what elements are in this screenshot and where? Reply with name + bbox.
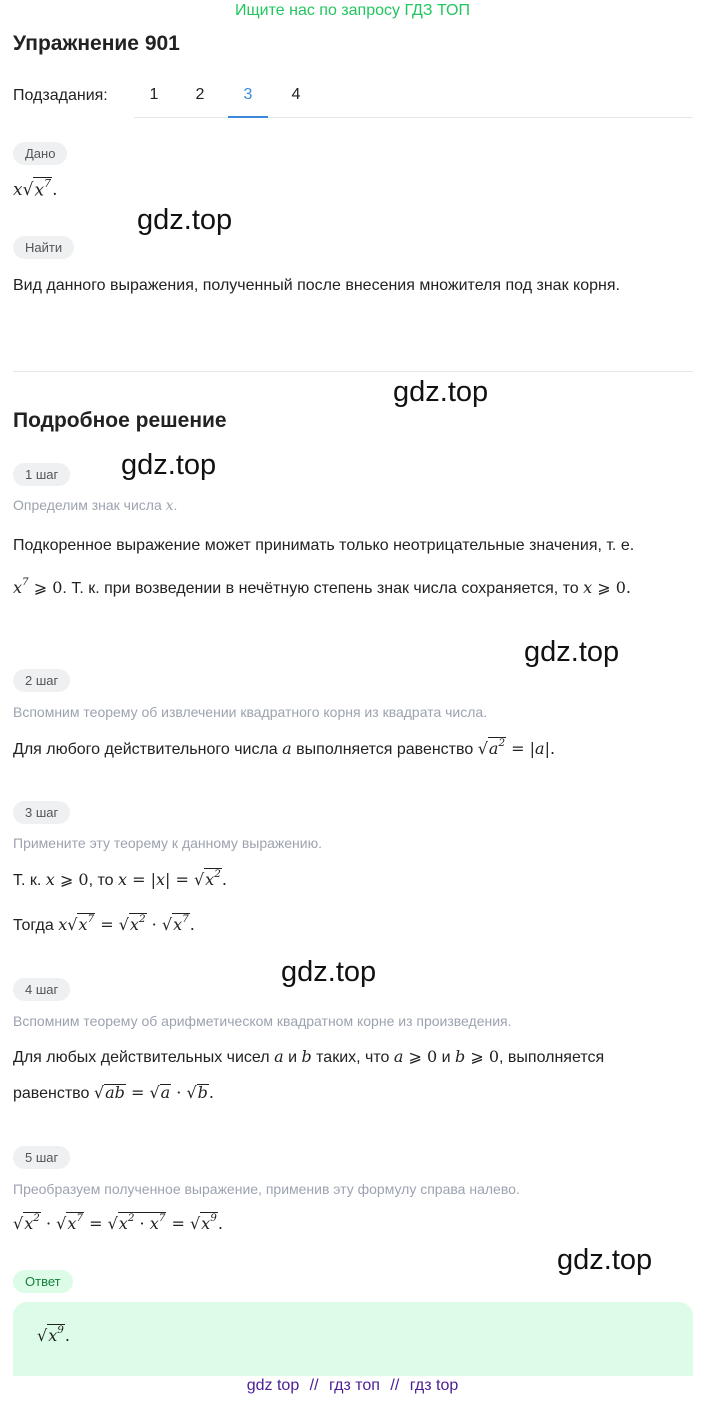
given-expression: $x√x^7$.: [13, 176, 58, 200]
footer-link-1[interactable]: gdz top: [246, 1377, 300, 1394]
answer-expression: $√x^9$.: [37, 1324, 70, 1345]
answer-box: [13, 1302, 693, 1376]
tab-1[interactable]: 1: [149, 86, 159, 103]
tab-3[interactable]: 3: [228, 80, 268, 118]
step-1-hint: Определим знак числа x.: [13, 497, 178, 514]
footer-separator: //: [309, 1377, 319, 1394]
step-3-text-1: Т. к. x ⩾ 0, то $x = |x| = √x^2$.: [13, 868, 227, 889]
step-1-badge: 1 шаг: [13, 463, 70, 486]
page-title: Упражнение 901: [13, 32, 180, 55]
top-banner: Ищите нас по запросу ГДЗ ТОП: [235, 2, 470, 19]
watermark: gdz.top: [137, 204, 233, 236]
footer-links: [0, 1377, 705, 1395]
tab-4[interactable]: 4: [291, 86, 301, 103]
subtasks-label: Подзадания:: [13, 87, 108, 104]
footer-separator: //: [390, 1377, 400, 1394]
step-2-text: Для любого действительного числа a выполняется равенство $√a^2 = |a|$.: [13, 737, 556, 758]
step-4-text-1: Для любых действительных чисел a и b таких, что a ⩾ 0 и b ⩾ 0, выполняется: [13, 1047, 605, 1066]
footer-link-3[interactable]: гдз top: [409, 1377, 459, 1394]
step-2-hint: Вспомним теорему об извлечении квадратного корня из квадрата числа.: [13, 704, 488, 720]
find-text: Вид данного выражения, полученный после внесения множителя под знак корня.: [13, 277, 620, 294]
watermark: gdz.top: [524, 636, 620, 668]
watermark: gdz.top: [121, 449, 217, 481]
given-badge: Дано: [13, 142, 67, 165]
watermark: gdz.top: [393, 376, 489, 408]
step-1-text: Подкоренное выражение может принимать только неотрицательные значения, т. е. $x^7$ ⩾ 0. Т. к. при возведении в нечётную степень знак числа сохраняется, то x ⩾ 0.: [13, 537, 635, 597]
watermark: gdz.top: [557, 1244, 653, 1276]
step-5-hint: Преобразуем полученное выражение, применив эту формулу справа налево.: [13, 1181, 520, 1197]
step-5-formula: $√x^2 \cdot √x^7 = √x^2 \cdot x^7 = √x^9$.: [13, 1212, 223, 1233]
tab-2[interactable]: 2: [195, 86, 205, 103]
find-badge: Найти: [13, 236, 74, 259]
step-3-text-2: Тогда $x√x^7 = √x^2 \cdot √x^7$.: [13, 913, 195, 934]
step-3-hint: Примените эту теорему к данному выражению.: [13, 835, 322, 851]
watermark: gdz.top: [281, 956, 377, 988]
step-4-badge: 4 шаг: [13, 978, 70, 1001]
step-5-badge: 5 шаг: [13, 1146, 70, 1169]
section-divider: [13, 371, 693, 372]
subtasks-nav: [13, 80, 693, 118]
footer-link-2[interactable]: гдз топ: [329, 1377, 380, 1394]
step-4-text-2: равенство √ab = √a · √b.: [13, 1083, 215, 1102]
step-4-hint: Вспомним теорему об арифметическом квадратном корне из произведения.: [13, 1013, 512, 1029]
step-3-badge: 3 шаг: [13, 801, 70, 824]
solution-title: Подробное решение: [13, 409, 227, 432]
answer-badge: Ответ: [13, 1270, 73, 1293]
step-2-badge: 2 шаг: [13, 669, 70, 692]
